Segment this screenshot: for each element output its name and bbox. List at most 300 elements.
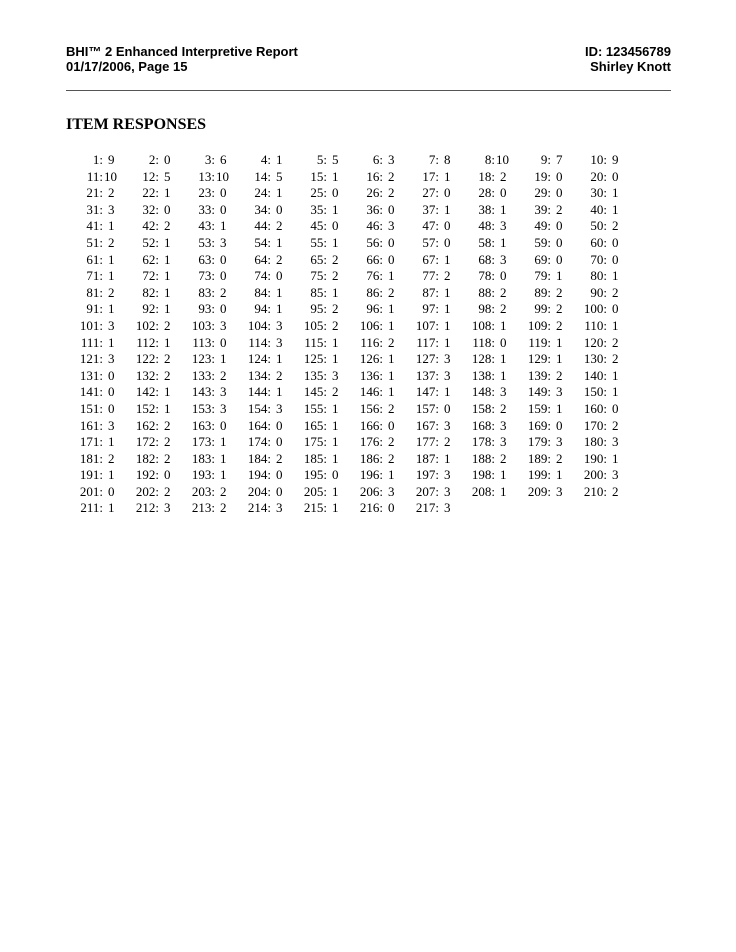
item-number: 77: xyxy=(422,268,439,284)
item-value: 1 xyxy=(332,351,339,367)
item-number: 12: xyxy=(142,168,159,184)
item-value: 1 xyxy=(164,234,171,250)
item-value: 0 xyxy=(612,301,619,317)
item-number: 197: xyxy=(415,467,439,483)
item-number: 63: xyxy=(198,251,215,267)
response-row xyxy=(66,384,666,401)
item-value: 3 xyxy=(388,483,395,499)
item-number: 123: xyxy=(191,351,215,367)
item-value: 2 xyxy=(332,317,339,333)
item-value: 1 xyxy=(220,434,227,450)
item-number: 3: xyxy=(204,152,215,167)
item-value: 0 xyxy=(444,400,451,416)
item-number: 13: xyxy=(198,168,215,184)
item-value: 2 xyxy=(612,483,619,499)
item-value: 2 xyxy=(108,185,115,201)
item-number: 48: xyxy=(478,218,495,234)
item-number: 40: xyxy=(590,201,607,217)
item-value: 3 xyxy=(444,483,451,499)
item-number: 177: xyxy=(415,434,439,450)
response-row xyxy=(66,335,666,352)
item-value: 3 xyxy=(444,467,451,483)
item-value: 1 xyxy=(612,317,619,333)
item-value: 3 xyxy=(332,367,339,383)
item-value: 1 xyxy=(444,251,451,267)
item-value: 1 xyxy=(220,467,227,483)
response-row xyxy=(66,218,666,235)
item-number: 209: xyxy=(527,483,551,499)
item-value: 0 xyxy=(276,434,283,450)
response-row xyxy=(66,500,666,517)
item-number: 21: xyxy=(86,185,103,201)
item-number: 134: xyxy=(247,367,271,383)
item-number: 152: xyxy=(135,400,159,416)
item-number: 71: xyxy=(86,268,103,284)
item-value: 1 xyxy=(612,201,619,217)
item-number: 117: xyxy=(416,334,439,350)
item-number: 78: xyxy=(478,268,495,284)
item-number: 113: xyxy=(192,334,215,350)
item-value: 1 xyxy=(388,467,395,483)
item-value: 0 xyxy=(220,251,227,267)
item-value: 2 xyxy=(556,450,563,466)
item-value: 2 xyxy=(164,367,171,383)
item-number: 23: xyxy=(198,185,215,201)
item-number: 165: xyxy=(303,417,327,433)
item-number: 55: xyxy=(310,234,327,250)
item-number: 64: xyxy=(254,251,271,267)
item-value: 1 xyxy=(164,268,171,284)
item-value: 0 xyxy=(108,367,115,383)
item-number: 83: xyxy=(198,284,215,300)
item-number: 129: xyxy=(527,351,551,367)
item-number: 85: xyxy=(310,284,327,300)
item-value: 1 xyxy=(332,334,339,350)
item-number: 26: xyxy=(366,185,383,201)
item-value: 2 xyxy=(220,284,227,300)
item-number: 168: xyxy=(471,417,495,433)
item-number: 106: xyxy=(359,317,383,333)
item-value: 3 xyxy=(388,218,395,234)
item-value: 2 xyxy=(332,268,339,284)
item-value: 0 xyxy=(556,185,563,201)
patient-name: Shirley Knott xyxy=(590,59,671,74)
item-number: 137: xyxy=(415,367,439,383)
response-row xyxy=(66,285,666,302)
item-number: 108: xyxy=(471,317,495,333)
item-value: 2 xyxy=(612,284,619,300)
item-value: 3 xyxy=(164,500,171,516)
item-number: 82: xyxy=(142,284,159,300)
item-value: 3 xyxy=(444,367,451,383)
item-value: 0 xyxy=(388,234,395,250)
item-value: 1 xyxy=(276,185,283,201)
item-number: 76: xyxy=(366,268,383,284)
item-number: 157: xyxy=(415,400,439,416)
item-number: 86: xyxy=(366,284,383,300)
response-row xyxy=(66,185,666,202)
item-value: 2 xyxy=(332,384,339,400)
item-number: 51: xyxy=(86,234,103,250)
item-value: 1 xyxy=(164,284,171,300)
item-number: 43: xyxy=(198,218,215,234)
item-value: 1 xyxy=(388,317,395,333)
item-number: 192: xyxy=(135,467,159,483)
item-value: 0 xyxy=(612,234,619,250)
item-value: 2 xyxy=(332,301,339,317)
response-row xyxy=(66,401,666,418)
item-number: 69: xyxy=(534,251,551,267)
item-number: 56: xyxy=(366,234,383,250)
item-number: 105: xyxy=(303,317,327,333)
item-number: 195: xyxy=(303,467,327,483)
item-number: 39: xyxy=(534,201,551,217)
item-value: 0 xyxy=(444,234,451,250)
item-number: 35: xyxy=(310,201,327,217)
item-value: 2 xyxy=(164,218,171,234)
item-value: 5 xyxy=(332,152,339,167)
item-number: 99: xyxy=(534,301,551,317)
item-number: 103: xyxy=(191,317,215,333)
response-row xyxy=(66,451,666,468)
item-number: 46: xyxy=(366,218,383,234)
response-row xyxy=(66,484,666,501)
item-value: 0 xyxy=(164,467,171,483)
item-number: 75: xyxy=(310,268,327,284)
item-value: 1 xyxy=(108,500,115,516)
item-value: 2 xyxy=(388,185,395,201)
item-value: 2 xyxy=(108,234,115,250)
item-value: 1 xyxy=(500,234,507,250)
item-number: 174: xyxy=(247,434,271,450)
item-number: 144: xyxy=(247,384,271,400)
item-number: 131: xyxy=(79,367,103,383)
item-value: 2 xyxy=(220,483,227,499)
item-value: 1 xyxy=(500,201,507,217)
item-value: 2 xyxy=(164,483,171,499)
item-value: 2 xyxy=(612,351,619,367)
item-value: 1 xyxy=(276,351,283,367)
item-number: 147: xyxy=(415,384,439,400)
item-value: 1 xyxy=(444,168,451,184)
item-value: 1 xyxy=(164,251,171,267)
item-value: 1 xyxy=(612,268,619,284)
item-number: 29: xyxy=(534,185,551,201)
item-value: 1 xyxy=(220,218,227,234)
item-number: 158: xyxy=(471,400,495,416)
item-value: 2 xyxy=(276,450,283,466)
item-number: 27: xyxy=(422,185,439,201)
item-number: 118: xyxy=(472,334,495,350)
item-number: 121: xyxy=(79,351,103,367)
item-number: 182: xyxy=(135,450,159,466)
item-value: 1 xyxy=(164,400,171,416)
item-number: 146: xyxy=(359,384,383,400)
item-number: 125: xyxy=(303,351,327,367)
item-number: 183: xyxy=(191,450,215,466)
item-value: 0 xyxy=(276,268,283,284)
item-number: 127: xyxy=(415,351,439,367)
item-value: 2 xyxy=(556,301,563,317)
item-number: 18: xyxy=(478,168,495,184)
item-number: 97: xyxy=(422,301,439,317)
item-value: 1 xyxy=(500,483,507,499)
item-number: 171: xyxy=(79,434,103,450)
item-number: 148: xyxy=(471,384,495,400)
item-value: 1 xyxy=(500,351,507,367)
item-number: 104: xyxy=(247,317,271,333)
item-value: 1 xyxy=(332,400,339,416)
item-number: 200: xyxy=(583,467,607,483)
item-value: 1 xyxy=(612,384,619,400)
item-value: 2 xyxy=(612,218,619,234)
item-number: 198: xyxy=(471,467,495,483)
item-number: 114: xyxy=(248,334,271,350)
item-number: 202: xyxy=(135,483,159,499)
item-value: 0 xyxy=(612,168,619,184)
item-value: 1 xyxy=(388,268,395,284)
item-number: 214: xyxy=(247,500,271,516)
item-value: 0 xyxy=(556,168,563,184)
item-number: 22: xyxy=(142,185,159,201)
item-number: 6: xyxy=(372,152,383,167)
item-value: 1 xyxy=(332,284,339,300)
item-value: 1 xyxy=(276,234,283,250)
item-value: 2 xyxy=(612,334,619,350)
item-value: 3 xyxy=(500,251,507,267)
item-value: 3 xyxy=(220,400,227,416)
item-value: 1 xyxy=(332,434,339,450)
item-number: 112: xyxy=(136,334,159,350)
item-value: 2 xyxy=(556,367,563,383)
item-number: 161: xyxy=(79,417,103,433)
item-value: 3 xyxy=(444,500,451,516)
item-value: 2 xyxy=(556,284,563,300)
item-value: 3 xyxy=(220,234,227,250)
item-number: 88: xyxy=(478,284,495,300)
item-number: 136: xyxy=(359,367,383,383)
item-value: 1 xyxy=(164,301,171,317)
item-number: 170: xyxy=(583,417,607,433)
item-number: 126: xyxy=(359,351,383,367)
item-value: 0 xyxy=(500,334,507,350)
item-value: 1 xyxy=(500,367,507,383)
item-value: 1 xyxy=(220,351,227,367)
item-number: 199: xyxy=(527,467,551,483)
item-number: 24: xyxy=(254,185,271,201)
item-number: 59: xyxy=(534,234,551,250)
item-number: 57: xyxy=(422,234,439,250)
item-value: 5 xyxy=(164,168,171,184)
item-value: 2 xyxy=(500,400,507,416)
item-value: 0 xyxy=(444,185,451,201)
item-number: 217: xyxy=(415,500,439,516)
item-number: 124: xyxy=(247,351,271,367)
header-left xyxy=(66,44,298,74)
item-number: 213: xyxy=(191,500,215,516)
item-number: 162: xyxy=(135,417,159,433)
item-value: 1 xyxy=(444,301,451,317)
item-number: 89: xyxy=(534,284,551,300)
item-number: 167: xyxy=(415,417,439,433)
item-number: 87: xyxy=(422,284,439,300)
item-value: 0 xyxy=(332,185,339,201)
item-value: 1 xyxy=(108,334,115,350)
item-value: 9 xyxy=(612,152,619,167)
item-value: 2 xyxy=(332,251,339,267)
item-value: 2 xyxy=(444,434,451,450)
item-number: 159: xyxy=(527,400,551,416)
item-number: 7: xyxy=(428,152,439,167)
item-value: 3 xyxy=(556,483,563,499)
item-value: 1 xyxy=(444,450,451,466)
item-number: 194: xyxy=(247,467,271,483)
item-value: 0 xyxy=(500,185,507,201)
item-number: 203: xyxy=(191,483,215,499)
item-number: 91: xyxy=(86,301,103,317)
item-number: 154: xyxy=(247,400,271,416)
item-value: 2 xyxy=(388,334,395,350)
item-number: 98: xyxy=(478,301,495,317)
response-row xyxy=(66,434,666,451)
item-number: 156: xyxy=(359,400,383,416)
item-value: 0 xyxy=(164,152,171,167)
item-value: 1 xyxy=(332,168,339,184)
item-value: 2 xyxy=(388,284,395,300)
item-value: 3 xyxy=(500,218,507,234)
item-number: 111: xyxy=(80,334,103,350)
item-value: 0 xyxy=(108,483,115,499)
item-value: 0 xyxy=(108,384,115,400)
item-value: 0 xyxy=(276,483,283,499)
item-value: 0 xyxy=(276,417,283,433)
item-value: 0 xyxy=(388,201,395,217)
item-number: 37: xyxy=(422,201,439,217)
item-number: 211: xyxy=(80,500,103,516)
item-value: 1 xyxy=(332,417,339,433)
item-number: 58: xyxy=(478,234,495,250)
item-value: 2 xyxy=(164,450,171,466)
item-value: 2 xyxy=(388,450,395,466)
item-value: 2 xyxy=(108,450,115,466)
item-number: 65: xyxy=(310,251,327,267)
item-number: 176: xyxy=(359,434,383,450)
item-value: 1 xyxy=(444,317,451,333)
item-number: 36: xyxy=(366,201,383,217)
item-number: 155: xyxy=(303,400,327,416)
item-value: 0 xyxy=(500,268,507,284)
item-value: 0 xyxy=(276,467,283,483)
item-number: 128: xyxy=(471,351,495,367)
item-number: 120: xyxy=(583,334,607,350)
item-number: 17: xyxy=(422,168,439,184)
item-number: 145: xyxy=(303,384,327,400)
item-value: 1 xyxy=(556,268,563,284)
item-number: 93: xyxy=(198,301,215,317)
item-value: 1 xyxy=(444,201,451,217)
item-value: 3 xyxy=(108,417,115,433)
item-number: 54: xyxy=(254,234,271,250)
item-value: 0 xyxy=(220,334,227,350)
item-number: 181: xyxy=(79,450,103,466)
item-number: 10: xyxy=(590,152,607,167)
item-value: 2 xyxy=(612,417,619,433)
item-number: 184: xyxy=(247,450,271,466)
item-value: 3 xyxy=(220,384,227,400)
item-number: 216: xyxy=(359,500,383,516)
item-value: 1 xyxy=(332,483,339,499)
item-number: 50: xyxy=(590,218,607,234)
item-number: 189: xyxy=(527,450,551,466)
item-number: 73: xyxy=(198,268,215,284)
item-number: 109: xyxy=(527,317,551,333)
item-number: 42: xyxy=(142,218,159,234)
item-value: 3 xyxy=(444,351,451,367)
item-number: 67: xyxy=(422,251,439,267)
item-number: 188: xyxy=(471,450,495,466)
item-value: 2 xyxy=(276,218,283,234)
item-value: 1 xyxy=(444,384,451,400)
item-number: 135: xyxy=(303,367,327,383)
item-value: 0 xyxy=(388,417,395,433)
item-number: 153: xyxy=(191,400,215,416)
item-number: 38: xyxy=(478,201,495,217)
item-number: 186: xyxy=(359,450,383,466)
item-number: 44: xyxy=(254,218,271,234)
item-value: 3 xyxy=(276,317,283,333)
item-value: 2 xyxy=(556,317,563,333)
item-number: 9: xyxy=(540,152,551,167)
item-value: 3 xyxy=(500,384,507,400)
item-number: 15: xyxy=(310,168,327,184)
item-value: 3 xyxy=(108,317,115,333)
item-number: 169: xyxy=(527,417,551,433)
item-value: 1 xyxy=(612,367,619,383)
item-number: 140: xyxy=(583,367,607,383)
item-value: 0 xyxy=(556,218,563,234)
item-responses-grid xyxy=(66,152,666,517)
item-value: 3 xyxy=(556,384,563,400)
item-number: 141: xyxy=(79,384,103,400)
item-value: 1 xyxy=(164,384,171,400)
item-number: 5: xyxy=(316,152,327,167)
item-value: 0 xyxy=(388,251,395,267)
item-value: 1 xyxy=(332,234,339,250)
item-value: 2 xyxy=(556,201,563,217)
item-number: 102: xyxy=(135,317,159,333)
item-number: 4: xyxy=(260,152,271,167)
item-number: 45: xyxy=(310,218,327,234)
item-value: 1 xyxy=(108,467,115,483)
item-value: 10 xyxy=(216,168,229,184)
item-value: 1 xyxy=(332,450,339,466)
item-value: 2 xyxy=(220,500,227,516)
item-value: 3 xyxy=(108,351,115,367)
item-number: 201: xyxy=(79,483,103,499)
item-number: 34: xyxy=(254,201,271,217)
item-number: 150: xyxy=(583,384,607,400)
item-value: 2 xyxy=(220,367,227,383)
item-value: 0 xyxy=(612,251,619,267)
item-value: 3 xyxy=(276,400,283,416)
item-number: 193: xyxy=(191,467,215,483)
item-number: 139: xyxy=(527,367,551,383)
item-value: 3 xyxy=(108,201,115,217)
report-header xyxy=(66,44,671,91)
response-row xyxy=(66,301,666,318)
item-value: 1 xyxy=(444,334,451,350)
item-value: 2 xyxy=(108,284,115,300)
